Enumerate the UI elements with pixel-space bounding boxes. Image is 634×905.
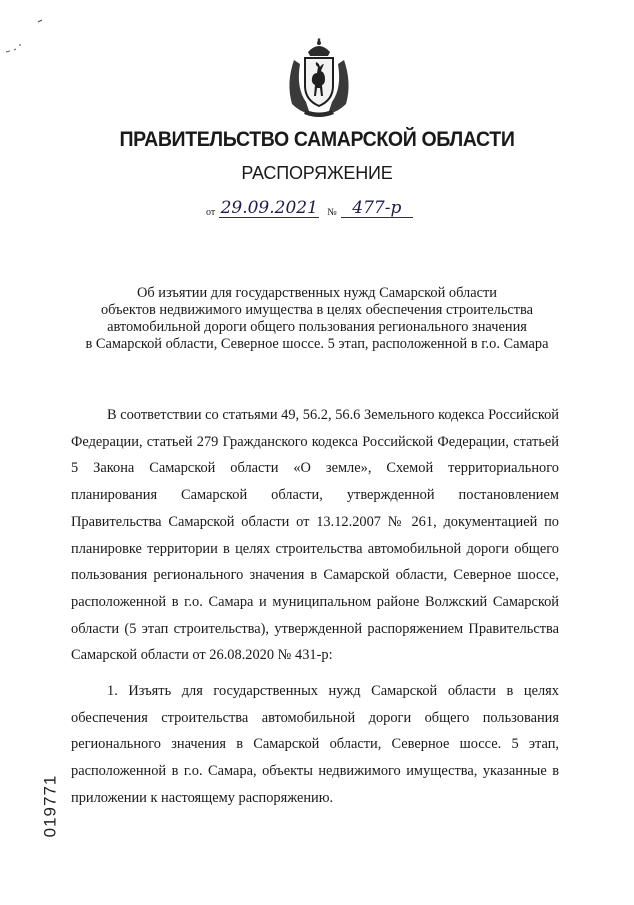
document-date: 29.09.2021: [220, 198, 318, 218]
document-body: [71, 402, 559, 812]
subject-line: в Самарской области, Северное шоссе. 5 этап, расположенной в г.о. Самара: [85, 336, 549, 352]
date-prefix: от: [206, 207, 216, 218]
registration-stamp: [37, 776, 63, 836]
document-subject: [0, 285, 634, 353]
document-number: 477-р: [341, 199, 413, 218]
date-number-row: [206, 196, 413, 218]
government-title: ПРАВИТЕЛЬСТВО САМАРСКОЙ ОБЛАСТИ: [119, 128, 515, 151]
subject-line: Об изъятии для государственных нужд Самарской области: [136, 285, 498, 301]
scan-marks: [4, 8, 44, 58]
samara-oblast-coat-of-arms-icon: [284, 38, 354, 120]
preamble-paragraph: В соответствии со статьями 49, 56.2, 56.6 Земельного кодекса Российской Федерации, статьей 279 Гражданского кодекса Российской Федерации, статьей 5 Закона Самарской области «О земле», Схемой территориального планирования Самарской области, утвержденной постановлением Правительства Самарской области от 13.12.2007 № 261, документацией по планировке территории в целях строительства автомобильной дороги общего пользования регионального значения в Самарской области, Северное шоссе, расположенной в г.о. Самара и муниципальном районе Волжский Самарской области (5 этап строительства), утвержденной распоряжением Правительства Самарской области от 26.08.2020 № 431-р:: [71, 407, 559, 664]
item-1-paragraph: 1. Изъять для государственных нужд Самарской области в целях обеспечения строительства автомобильной дороги общего пользования регионального значения в Самарской области, Северное шоссе. 5 этап, расположенной в г.о. Самара, объекты недвижимого имущества, указанные в приложении к настоящему распоряжению.: [71, 683, 559, 806]
stamp-number: 019771: [40, 774, 60, 838]
document-type: РАСПОРЯЖЕНИЕ: [241, 163, 393, 183]
subject-line: автомобильной дороги общего пользования регионального значения: [107, 319, 527, 335]
number-sign: №: [327, 207, 337, 218]
subject-line: объектов недвижимого имущества в целях обеспечения строительства: [100, 302, 534, 318]
